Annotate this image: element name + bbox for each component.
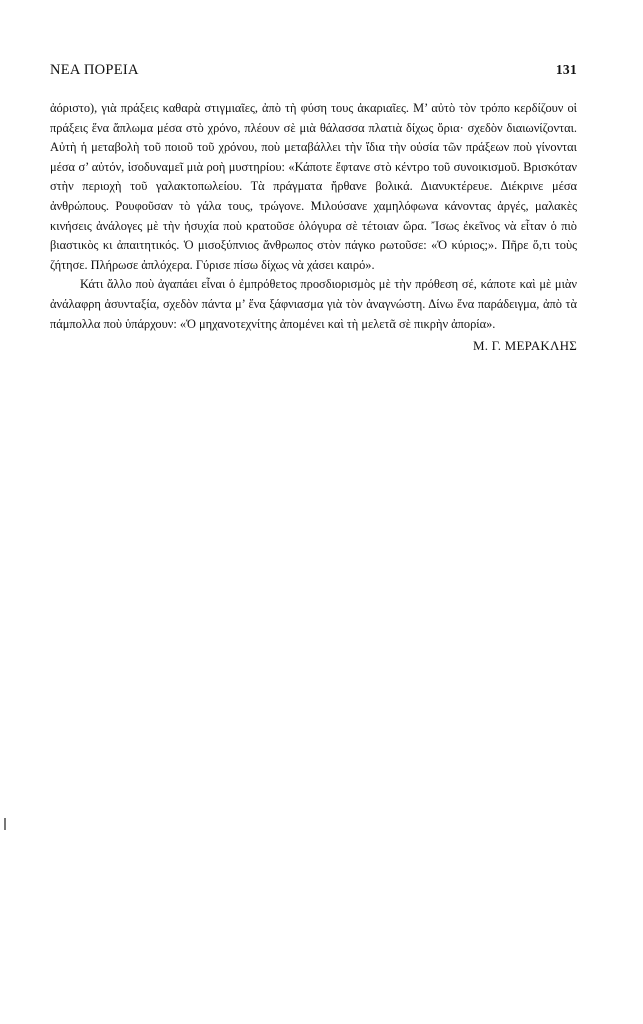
- paragraph-1: ἀόριστο), γιὰ πράξεις καθαρὰ στιγμιαῖες, ἀπὸ τὴ φύση τους ἀκαριαῖες. Μ’ αὐτὸ τὸν τρόπο κερδίζουν οἱ πράξεις ἕνα ἅπλωμα μέσα στὸ χρόνο, πλέουν σὲ μιὰ θάλασσα πλατιὰ δίχως ὅρια· σχεδὸν διαιωνίζονται. Αὐτὴ ἡ μεταβολὴ τοῦ ποιοῦ τοῦ χρόνου, ποὺ μεταβάλλει τὴν ἴδια τὴν οὐσία τῶν πράξεων ποὺ γίνονται μέσα σ’ αὐτόν, ἰσοδυναμεῖ μιὰ ροὴ μυστηρίου: «Κάποτε ἔφτανε στὸ κέντρο τοῦ συνοικισμοῦ. Βρισκόταν στὴν περιοχὴ τοῦ γαλακτοπωλείου. Τὰ πράγματα ἤρθανε βολικά. Διανυκτέρευε. Διέκρινε μέσα ἀνθρώπους. Ρουφοῦσαν τὸ γάλα τους, τρώγονε. Μιλούσανε χαμηλόφωνα κάνοντας ἀργές, μαλακὲς κινήσεις ἀνάλογες μὲ τὴν ἡσυχία ποὺ κρατοῦσε ὁλόγυρα σὲ τέτοιαν ὥρα. Ἴσως ἐκεῖνος νὰ εἶταν ὁ πιὸ βιαστικὸς κι ἀπαιτητικός. Ὁ μισοξύπνιος ἄνθρωπος στὸν πάγκο ρωτοῦσε: «Ὁ κύριος;». Πῆρε ὅ,τι τοὺς ζήτησε. Πλήρωσε ἀπλόχερα. Γύρισε πίσω δίχως νὰ χάσει καιρό».: [50, 101, 577, 272]
- paragraph-2: Κάτι ἄλλο ποὺ ἀγαπάει εἶναι ὁ ἐμπρόθετος προσδιορισμὸς μὲ τὴν πρόθεση σέ, κάποτε καὶ μὲ μιὰν ἀνάλαφρη ἀσυνταξία, σχεδὸν πάντα μ’ ἕνα ξάφνιασμα γιὰ τὸν ἀναγνώστη. Δίνω ἕνα παράδειγμα, ἀπὸ τὰ πάμπολλα ποὺ ὑπάρχουν: «Ὁ μηχανοτεχνίτης ἀπομένει καὶ τὴ μελετᾶ σὲ πικρὴν ἀπορία».: [50, 277, 577, 331]
- page-number: 131: [555, 62, 577, 77]
- running-head: [50, 62, 577, 79]
- journal-title: ΝΕΑ ΠΟΡΕΙΑ: [50, 62, 139, 78]
- document-page: [50, 62, 577, 354]
- scan-edge-mark: [4, 818, 6, 830]
- author-signature: Μ. Γ. ΜΕΡΑΚΛΗΣ: [472, 338, 577, 354]
